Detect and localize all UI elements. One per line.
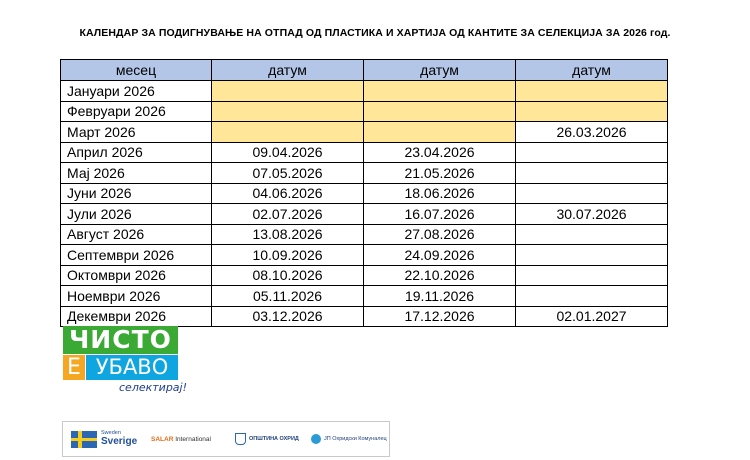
logo-line-1: ЧИСТО	[63, 326, 178, 354]
header-month: месец	[61, 60, 212, 81]
page-title: КАЛЕНДАР ЗА ПОДИГНУВАЊЕ НА ОТПАД ОД ПЛАСТИКА И ХАРТИЈА ОД КАНТИТЕ ЗА СЕЛЕКЦИЈА ЗА 2026 год.	[79, 27, 671, 39]
date-cell	[516, 224, 668, 245]
date-cell: 22.10.2026	[364, 265, 516, 286]
date-cell: 02.01.2027	[516, 306, 668, 327]
date-cell	[516, 183, 668, 204]
date-cell	[364, 81, 516, 102]
table-row	[61, 306, 668, 327]
month-cell: Август 2026	[61, 224, 212, 245]
date-cell: 13.08.2026	[212, 224, 364, 245]
date-cell: 04.06.2026	[212, 183, 364, 204]
month-cell: Ноември 2026	[61, 286, 212, 307]
logo-letter-e: Е	[63, 355, 85, 380]
date-cell: 18.06.2026	[364, 183, 516, 204]
sponsor-logos-strip	[62, 421, 390, 457]
date-cell: 03.12.2026	[212, 306, 364, 327]
table-header-row	[61, 60, 668, 81]
date-cell: 26.03.2026	[516, 122, 668, 143]
salar-international-logo	[151, 422, 211, 456]
date-cell	[516, 286, 668, 307]
municipal-crest-icon	[235, 433, 246, 445]
month-cell: Јуни 2026	[61, 183, 212, 204]
date-cell: 09.04.2026	[212, 142, 364, 163]
date-cell	[516, 265, 668, 286]
header-date-1: датум	[212, 60, 364, 81]
month-cell: Февруари 2026	[61, 101, 212, 122]
date-cell	[516, 245, 668, 266]
table-row	[61, 81, 668, 102]
chisto-ubavo-logo	[63, 326, 203, 396]
date-cell	[364, 101, 516, 122]
date-cell	[212, 101, 364, 122]
logo-line-2: УБАВО	[86, 355, 178, 380]
table-row	[61, 245, 668, 266]
sweden-label: Sweden	[101, 430, 121, 437]
table-row	[61, 122, 668, 143]
ohrid-municipality-logo	[235, 422, 299, 456]
date-cell	[516, 101, 668, 122]
date-cell	[364, 122, 516, 143]
date-cell	[212, 122, 364, 143]
ohrid-label: ОПШТИНА ОХРИД	[249, 436, 299, 442]
date-cell: 05.11.2026	[212, 286, 364, 307]
header-date-2: датум	[364, 60, 516, 81]
month-cell: Јули 2026	[61, 204, 212, 225]
date-cell: 19.11.2026	[364, 286, 516, 307]
jp-komunalec-logo	[311, 422, 387, 456]
date-cell: 24.09.2026	[364, 245, 516, 266]
collection-calendar-table	[60, 59, 668, 327]
table-row	[61, 163, 668, 184]
table-row	[61, 286, 668, 307]
date-cell	[516, 81, 668, 102]
header-date-3: датум	[516, 60, 668, 81]
komunalec-emblem-icon	[311, 434, 321, 444]
table-row	[61, 204, 668, 225]
date-cell: 10.09.2026	[212, 245, 364, 266]
sweden-sverige-logo	[71, 422, 137, 456]
salar-label: SALAR	[151, 435, 174, 443]
table-row	[61, 142, 668, 163]
date-cell: 08.10.2026	[212, 265, 364, 286]
date-cell: 21.05.2026	[364, 163, 516, 184]
month-cell: Октомври 2026	[61, 265, 212, 286]
date-cell	[516, 142, 668, 163]
date-cell: 17.12.2026	[364, 306, 516, 327]
month-cell: Април 2026	[61, 142, 212, 163]
date-cell: 16.07.2026	[364, 204, 516, 225]
sverige-label: Sverige	[101, 435, 138, 447]
jp-komunalec-label: ЈП Охридски Комуналец	[324, 436, 387, 442]
month-cell: Септември 2026	[61, 245, 212, 266]
salar-international-label: International	[175, 435, 211, 443]
date-cell: 27.08.2026	[364, 224, 516, 245]
swedish-flag-icon	[71, 431, 97, 448]
month-cell: Мај 2026	[61, 163, 212, 184]
date-cell: 07.05.2026	[212, 163, 364, 184]
date-cell	[516, 163, 668, 184]
month-cell: Декември 2026	[61, 306, 212, 327]
month-cell: Јануари 2026	[61, 81, 212, 102]
table-row	[61, 224, 668, 245]
date-cell	[212, 81, 364, 102]
table-row	[61, 265, 668, 286]
month-cell: Март 2026	[61, 122, 212, 143]
table-row	[61, 183, 668, 204]
date-cell: 23.04.2026	[364, 142, 516, 163]
logo-tagline: селектирај!	[119, 381, 188, 394]
table-row	[61, 101, 668, 122]
date-cell: 30.07.2026	[516, 204, 668, 225]
date-cell: 02.07.2026	[212, 204, 364, 225]
